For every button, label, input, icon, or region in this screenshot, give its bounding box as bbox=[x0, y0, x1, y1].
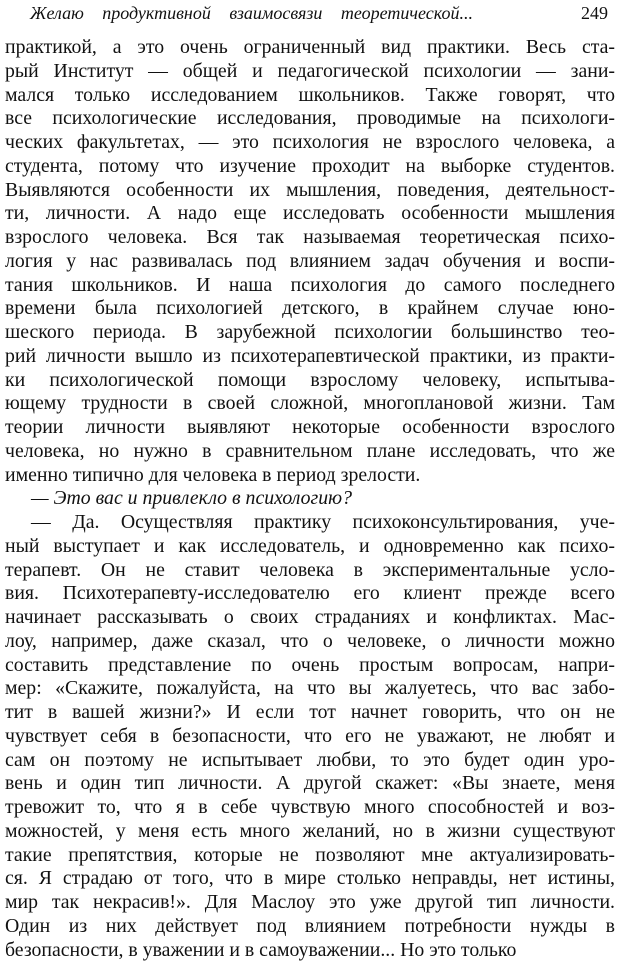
text-line: можностей, у меня есть много желаний, но в жизни существуют bbox=[5, 820, 615, 844]
text-line: именно типично для человека в период зрелости. bbox=[5, 464, 615, 488]
text-line: рий личности вышло из психотерапевтической практики, из практи- bbox=[5, 345, 615, 369]
text-line: такие препятствия, которые не позволяют мне актуализировать- bbox=[5, 844, 615, 868]
text-line: все психологические исследования, проводимые на психологи- bbox=[5, 107, 615, 131]
text-line: времени была психологией детского, в крайнем случае юно- bbox=[5, 297, 615, 321]
text-line: мер: «Скажите, пожалуйста, на что вы жалуетесь, что вас забо- bbox=[5, 677, 615, 701]
text-body bbox=[5, 36, 615, 962]
text-line: взрослого человека. Вся так называемая теоретическая психо- bbox=[5, 226, 615, 250]
text-line: тит в вашей жизни?» И если тот начнет говорить, что он не bbox=[5, 701, 615, 725]
text-line: человека, но нужно в сравнительном плане исследовать, что же bbox=[5, 440, 615, 464]
text-line: ся. Я страдаю от того, что в мире столько неправды, нет истины, bbox=[5, 867, 615, 891]
text-line: начинает рассказывать о своих страданиях и конфликтах. Мас- bbox=[5, 606, 615, 630]
text-line: ти, личности. А надо еще исследовать особенности мышления bbox=[5, 202, 615, 226]
text-line: шеского периода. В зарубежной психологии большинство тео- bbox=[5, 321, 615, 345]
interview-question bbox=[5, 487, 615, 511]
text-line: мался только исследованием школьников. Также говорят, что bbox=[5, 84, 615, 108]
paragraph bbox=[5, 36, 615, 487]
text-line: Выявляются особенности их мышления, поведения, деятельност- bbox=[5, 179, 615, 203]
text-line: сам он поэтому не испытывает любви, то это будет один уро- bbox=[5, 749, 615, 773]
text-line: теории личности выявляют некоторые особенности взрослого bbox=[5, 416, 615, 440]
text-line: ный выступает и как исследователь, и одновременно как психо- bbox=[5, 535, 615, 559]
text-line: тревожит то, что я в себе чувствую много способностей и воз- bbox=[5, 796, 615, 820]
page-number: 249 bbox=[581, 3, 608, 24]
text-line: безопасности, в уважении и в самоуважении... Но это только bbox=[5, 939, 615, 962]
text-line: терапевт. Он не ставит человека в экспериментальные усло- bbox=[5, 559, 615, 583]
text-line: мир так некрасив!». Для Маслоу это уже другой тип личности. bbox=[5, 891, 615, 915]
paragraph bbox=[5, 511, 615, 962]
text-line: — Да. Осуществляя практику психоконсультирования, уче- bbox=[5, 511, 615, 535]
text-line: практикой, а это очень ограниченный вид практики. Весь ста- bbox=[5, 36, 615, 60]
text-line: — Это вас и привлекло в психологию? bbox=[5, 487, 615, 511]
running-head-title: Желаю продуктивной взаимосвязи теоретической... bbox=[30, 3, 510, 24]
text-line: чувствует себя в безопасности, что его не уважают, не любят и bbox=[5, 725, 615, 749]
text-line: Один из них действует под влиянием потребности нужды в bbox=[5, 915, 615, 939]
text-line: составить представление по очень простым вопросам, напри- bbox=[5, 654, 615, 678]
running-head bbox=[0, 3, 620, 27]
text-line: тания школьников. И наша психология до самого последнего bbox=[5, 274, 615, 298]
text-line: ющему трудности в своей сложной, многоплановой жизни. Там bbox=[5, 392, 615, 416]
text-line: логия у нас развивалась под влиянием задач обучения и воспи- bbox=[5, 250, 615, 274]
text-line: рый Институт — общей и педагогической психологии — зани- bbox=[5, 60, 615, 84]
text-line: ки психологической помощи взрослому человеку, испытыва- bbox=[5, 369, 615, 393]
text-line: вия. Психотерапевту-исследователю его клиент прежде всего bbox=[5, 582, 615, 606]
text-line: ческих факультетах, — это психология не взрослого человека, а bbox=[5, 131, 615, 155]
text-line: студента, потому что изучение проходит на выборке студентов. bbox=[5, 155, 615, 179]
text-line: вень и один тип личности. А другой скажет: «Вы знаете, меня bbox=[5, 772, 615, 796]
text-line: лоу, например, даже сказал, что о человеке, о личности можно bbox=[5, 630, 615, 654]
